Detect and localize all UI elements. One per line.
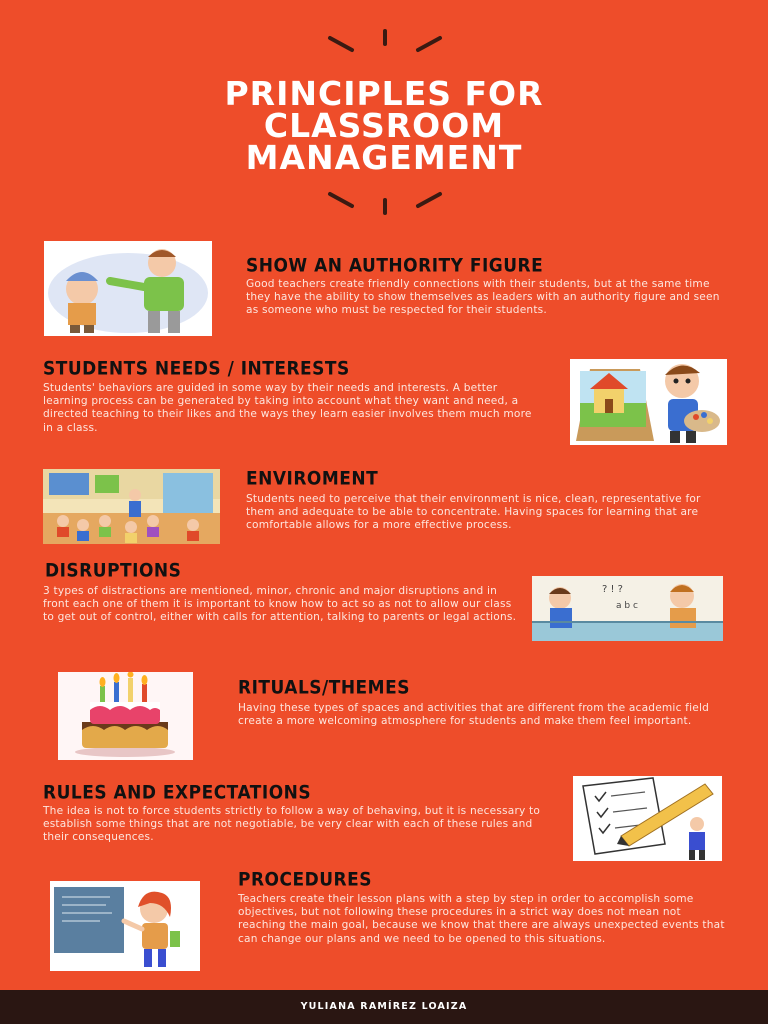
footer-bar xyxy=(0,990,768,1024)
section-text-disruptions: 3 types of distractions are mentioned, minor, chronic and major disruptions and in front each one of them it is important to know how to act so as not to allow our class to get out of control, either with calls for attention, talking to parents or legal actions. xyxy=(43,585,517,624)
svg-text:a b c: a b c xyxy=(616,601,638,611)
bottom-rays-decoration xyxy=(325,188,445,216)
teacher-pointing-illustration xyxy=(44,241,212,336)
page-title xyxy=(0,74,768,177)
section-heading-disruptions: DISRUPTIONS xyxy=(45,560,182,582)
section-text-procedures: Teachers create their lesson plans with a step by step in order to accomplish some objectives, but not following these procedures in a strict way does not mean not reaching the main goal, because we know that there are always unexpected events that can change our plans and we need to be opened to this situations. xyxy=(238,893,725,945)
title-line-1: PRINCIPLES FOR xyxy=(224,74,544,113)
boy-painting-illustration xyxy=(570,359,727,445)
section-text-authority: Good teachers create friendly connections with their students, but at the same time they have the ability to show themselves as leaders with an authority figure and seen as someone who must be respected for their students. xyxy=(246,278,720,317)
section-text-environment: Students need to perceive that their environment is nice, clean, representative for them and adequate to be able to concentrate. Having spaces for learning that are comfortable allows for a more effective process. xyxy=(246,493,701,532)
section-heading-rules: RULES AND EXPECTATIONS xyxy=(43,782,312,804)
section-text-rituals: Having these types of spaces and activities that are different from the academic field create a more welcoming atmosphere for students and make them feel important. xyxy=(238,702,710,728)
classroom-illustration xyxy=(43,469,220,544)
section-heading-rituals: RITUALS/THEMES xyxy=(238,677,410,699)
author-name: YULIANA RAMÍREZ LOAIZA xyxy=(300,1001,468,1012)
top-rays-decoration xyxy=(325,28,445,56)
section-heading-needs: STUDENTS NEEDS / INTERESTS xyxy=(43,358,350,380)
section-heading-environment: ENVIROMENT xyxy=(246,468,379,490)
students-shouting-illustration xyxy=(532,576,723,641)
section-heading-procedures: PROCEDURES xyxy=(238,869,372,891)
checklist-pencil-illustration xyxy=(573,776,722,861)
section-heading-authority: SHOW AN AUTHORITY FIGURE xyxy=(246,255,544,277)
title-line-2: CLASSROOM xyxy=(263,106,505,145)
section-text-rules: The idea is not to force students strictly to follow a way of behaving, but it is necessary to establish some things that are not negotiable, be very clear with each of these rules and their consequences. xyxy=(43,805,541,844)
section-text-needs: Students' behaviors are guided in some way by their needs and interests. A better learning process can be generated by taking into account what they want and need, a directed teaching to their likes and the ways they learn easier involves them much more in a class. xyxy=(43,382,532,434)
birthday-cake-illustration xyxy=(58,672,193,760)
svg-text:? ! ?: ? ! ? xyxy=(602,584,623,595)
title-line-3: MANAGEMENT xyxy=(245,138,523,177)
teacher-at-board-illustration xyxy=(50,881,200,971)
